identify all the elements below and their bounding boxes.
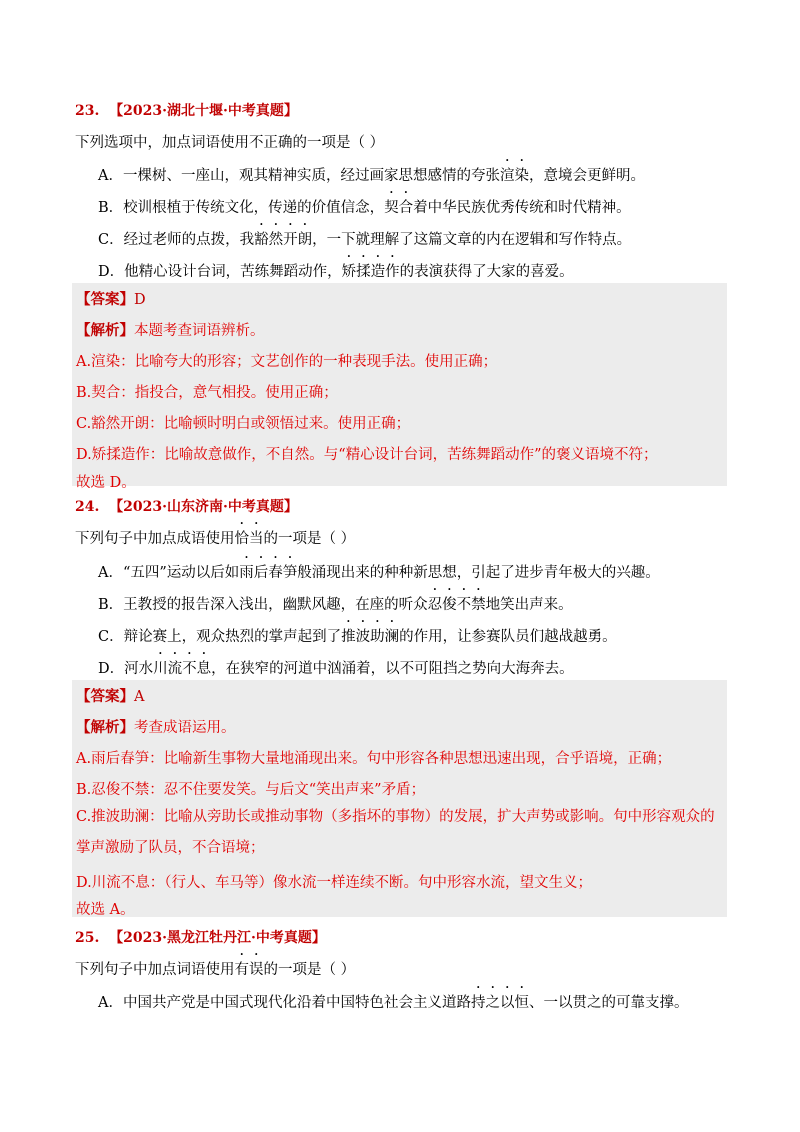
emphasis-char: 以: [499, 995, 515, 1011]
dotted-word: [239, 565, 297, 581]
emphasis-char: 误: [249, 962, 264, 978]
option-b: [98, 593, 573, 614]
emphasis-char: 波: [355, 629, 371, 645]
option-text: 的作用，让参赛队员们越战越勇。: [399, 629, 617, 645]
analysis-item: A.雨后春笋：比喻新生事物大量地涌现出来。句中形容各种思想迅速出现，合乎语境，正确；: [76, 751, 672, 767]
dotted-word: [235, 531, 264, 547]
option-text: 地笑出声来。: [485, 597, 573, 613]
dotted-word: [471, 995, 529, 1011]
answer-value: A: [134, 689, 145, 705]
dotted-word: [153, 661, 211, 677]
option-c: [98, 228, 631, 249]
question-25-stem: 下列句子中加点词语使用有误的一项是（ ）: [75, 958, 355, 979]
dotted-word: [235, 962, 264, 978]
option-text: ，意境会更鲜明。: [528, 168, 645, 184]
emphasis-char: 流: [167, 661, 183, 677]
question-source: 【2023·山东济南·中考真题】: [109, 499, 298, 515]
emphasis-char: 契: [384, 200, 399, 216]
question-source: 【2023·黑龙江牡丹江·中考真题】: [109, 930, 326, 946]
emphasis-char: 禁: [471, 597, 486, 613]
emphasis-char: 后: [253, 565, 269, 581]
option-text: B．王教授的报告深入浅出，幽默风趣，在座的听众: [98, 597, 428, 613]
analysis-line: 【解析】本题考查词语辨析。: [76, 322, 265, 339]
dotted-word: [384, 200, 413, 216]
analysis-item: B.契合：指投合，意气相投。使用正确；: [76, 385, 338, 401]
dotted-word: [254, 232, 312, 248]
option-d: [98, 657, 574, 678]
option-text: A．中国共产党是中国式现代化沿着中国特色社会主义道路: [98, 995, 471, 1011]
emphasis-char: 笋: [282, 565, 298, 581]
option-text: ，在狭窄的河道中汹涌着，以不可阻挡之势向大海奔去。: [211, 661, 574, 677]
question-25-header: [75, 927, 326, 947]
option-text: ，一下就理解了这篇文章的内在逻辑和写作特点。: [312, 232, 632, 248]
emphasis-char: 持: [470, 995, 486, 1011]
emphasis-char: 澜: [384, 629, 400, 645]
answer-value: D: [134, 292, 146, 308]
emphasis-char: 春: [268, 565, 283, 581]
emphasis-char: 推: [341, 629, 356, 645]
question-24-stem: 下列句子中加点成语使用恰当的一项是（ ）: [75, 527, 355, 548]
emphasis-char: 开: [283, 232, 298, 248]
emphasis-char: 然: [268, 232, 284, 248]
option-text: A．一棵树、一座山，观其精神实质，经过画家思想感情的夸张: [98, 168, 500, 184]
dotted-word: [500, 168, 529, 184]
emphasis-char: 作: [385, 264, 400, 280]
option-a: [98, 991, 688, 1012]
option-text: D．他精心设计台词，苦练舞蹈动作，: [98, 264, 342, 280]
emphasis-char: 忍: [427, 597, 443, 613]
emphasis-char: 助: [370, 629, 385, 645]
emphasis-char: 当: [249, 531, 264, 547]
answer-line: 【答案】D: [76, 291, 146, 308]
option-text: C．辩论赛上，观众热烈的掌声起到了: [98, 629, 342, 645]
analysis-item: 故选 D。: [76, 475, 136, 491]
option-a: [98, 561, 660, 582]
emphasis-char: 造: [370, 264, 386, 280]
emphasis-char: 合: [398, 200, 414, 216]
option-text: D．河水: [98, 661, 154, 677]
question-24-header: [75, 496, 298, 516]
option-a: [98, 164, 645, 185]
answer-box-23: [72, 283, 727, 491]
emphasis-char: 雨: [239, 565, 254, 581]
question-23-header: [75, 100, 298, 120]
option-text: A．“五四”运动以后如: [98, 565, 240, 581]
analysis-item: C.推波助澜：比喻从旁助长或推动事物（多指坏的事物）的发展，扩大声势或影响。句中形容观众的掌声激励了队员，不合语境；: [76, 809, 715, 856]
question-number: 24.: [75, 499, 100, 515]
emphasis-char: 矫: [341, 264, 357, 280]
option-text: B．校训根植于传统文化，传递的价值信念，: [98, 200, 385, 216]
option-text: 般涌现出来的种种新思想，引起了进步青年极大的兴趣。: [297, 565, 660, 581]
question-number: 23.: [75, 103, 100, 119]
emphasis-char: 不: [182, 661, 197, 677]
emphasis-char: 渲: [499, 168, 515, 184]
emphasis-char: 恒: [514, 995, 529, 1011]
dotted-word: [428, 597, 486, 613]
analysis-line: 【解析】考查成语运用。: [76, 719, 236, 736]
emphasis-char: 朗: [297, 232, 313, 248]
option-b: [98, 196, 631, 217]
option-text: 的表演获得了大家的喜爱。: [399, 264, 574, 280]
analysis-item: A.渲染：比喻夸大的形容；文艺创作的一种表现手法。使用正确；: [76, 354, 498, 370]
option-text: 、一以贯之的可靠支撑。: [528, 995, 689, 1011]
analysis-item: D.川流不息：（行人、车马等）像水流一样连续不断。句中形容水流，望文生义；: [76, 875, 592, 891]
emphasis-char: 有: [234, 962, 249, 978]
option-text: 着中华民族优秀传统和时代精神。: [413, 200, 631, 216]
option-c: [98, 625, 617, 646]
emphasis-char: 之: [485, 995, 500, 1011]
emphasis-char: 揉: [356, 264, 371, 280]
analysis-item: D.矫揉造作：比喻故意做作，不自然。与“精心设计台词，苦练舞蹈动作”的褒义语境不符；: [76, 447, 658, 463]
dotted-word: [341, 629, 399, 645]
emphasis-char: 不: [456, 597, 472, 613]
dotted-word: [342, 264, 400, 280]
question-23-stem: 下列选项中，加点词语使用不正确的一项是（ ）: [75, 135, 385, 151]
emphasis-char: 恰: [234, 531, 249, 547]
option-d: [98, 260, 574, 281]
emphasis-char: 染: [514, 168, 529, 184]
option-text: C．经过老师的点拨，我: [98, 232, 255, 248]
emphasis-char: 川: [153, 661, 168, 677]
emphasis-char: 俊: [442, 597, 457, 613]
analysis-item: 故选 A。: [76, 902, 135, 918]
emphasis-char: 息: [196, 661, 212, 677]
answer-line: 【答案】A: [76, 688, 145, 705]
analysis-item: B.忍俊不禁：忍不住要发笑。与后文“笑出声来”矛盾；: [76, 782, 426, 798]
emphasis-char: 豁: [254, 232, 269, 248]
question-source: 【2023·湖北十堰·中考真题】: [109, 103, 298, 119]
analysis-item: C.豁然开朗：比喻顿时明白或领悟过来。使用正确；: [76, 416, 411, 432]
question-number: 25.: [75, 930, 100, 946]
answer-box-24: [72, 680, 727, 917]
